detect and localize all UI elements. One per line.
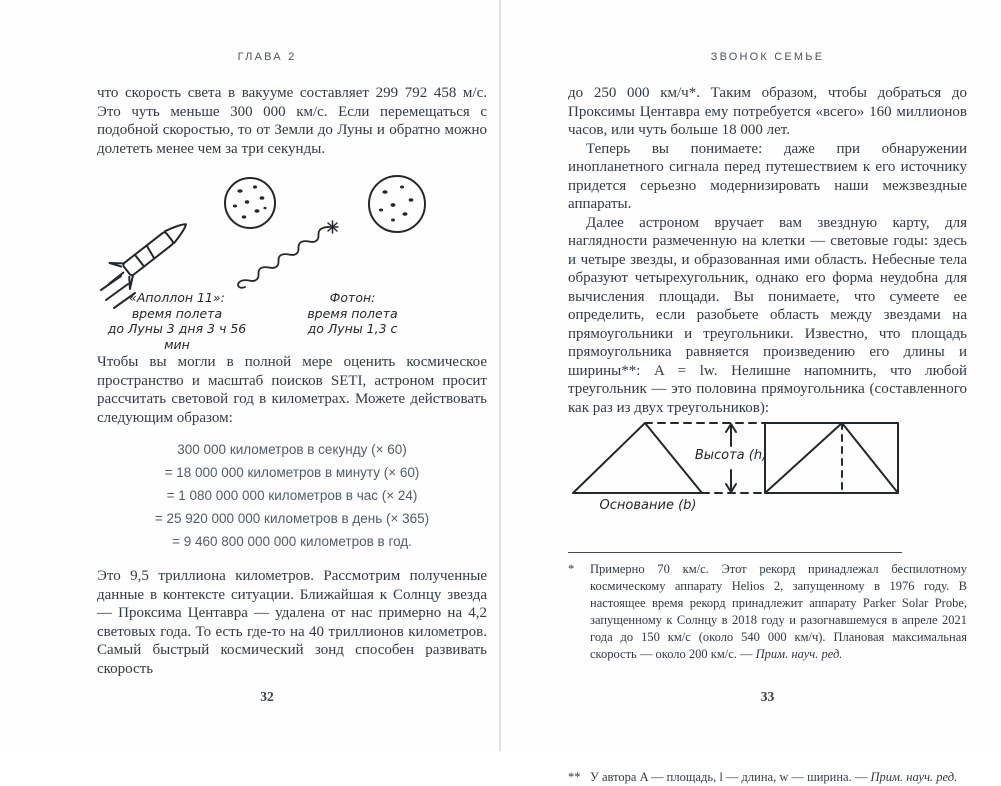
diagonal-left	[765, 423, 842, 493]
photon-squiggle-icon	[238, 221, 338, 288]
right-page-number: 33	[760, 689, 775, 704]
apollo-caption: «Аполлон 11»: время полета до Луны 3 дня 3 ч 56 мин	[107, 290, 247, 352]
right-paragraph-3: Далее астроном вручает вам звездную карту, для наглядности размеченную на клетки — световые годы: здесь и четыре звезды, и образованная ими область. Небесные тела образуют четырехугольник, однако его форма неудобна для вычисления площади. Вы понимаете, что сумеете ее определить, если разобьете область между звездами на прямоугольники и треугольники. Известно, что площадь прямоугольника равняется произведению его длины и ширины**: A = lw. Нелишне напомнить, что любой треугольник — это половина прямоугольника (составленного как раз из двух треугольников):	[568, 214, 967, 416]
moon-icon-1	[225, 178, 275, 228]
diagonal-right	[842, 423, 898, 493]
light-year-calculation	[97, 438, 487, 553]
footnote-marker: **	[568, 770, 581, 784]
right-text-block	[568, 84, 967, 417]
left-page-number: 32	[260, 689, 274, 704]
photon-caption: Фотон: время полета до Луны 1,3 с	[307, 290, 398, 336]
calc-line: = 25 920 000 000 километров в день (× 365)	[154, 511, 430, 526]
moon-travel-illustration	[97, 170, 489, 350]
footnote-rule	[568, 552, 902, 553]
triangle-shape	[573, 423, 702, 493]
footnote-text: У автора A — площадь, l — длина, w — ширина. — Прим. науч. ред.	[590, 770, 958, 784]
page-spine-divider	[499, 0, 501, 751]
sparkle-icon	[327, 221, 338, 233]
height-label: Высота (h)	[694, 448, 768, 463]
footnote-marker: *	[568, 562, 575, 576]
left-paragraph-1: что скорость света в вакууме составляет 299 792 458 м/с. Это чуть меньше 300 000 км/с. Если перемещаться с подобной скоростью, то от Земли до Луны и обратно можно долететь менее чем за три секунды.	[97, 85, 487, 157]
footnote-2	[568, 769, 967, 786]
footnote-1	[568, 561, 967, 663]
moon-icon-2	[369, 176, 425, 232]
footnote-text: Примерно 70 км/с. Этот рекорд принадлежал беспилотному космическому аппарату Helios 2, запущенному в 1976 году. В настоящее время рекорд принадлежит аппарату Parker Solar Probe, запущенному к Солнцу в 2018 году и разогнавшемуся в апреле 2021 года до 150 км/с (около 540 000 км/ч). Плановая максимальная скорость — около 200 км/с. — Прим. науч. ред.	[590, 562, 967, 661]
rocket-icon	[99, 211, 196, 297]
right-running-header: ЗВОНОК СЕМЬЕ	[710, 51, 825, 63]
left-paragraph-2: Чтобы вы могли в полной мере оценить космическое пространство и масштаб поисков SETI, астроном просит рассчитать световой год в километрах. Можете действовать следующим образом:	[97, 354, 487, 426]
left-paragraph-3: Это 9,5 триллиона километров. Рассмотрим полученные данные в контексте ситуации. Ближайшая к Солнцу звезда — Проксима Центавра — удалена от нас примерно на 4,2 световых года. То есть где-то на 40 триллионов километров. Самый быстрый космический зонд способен развивать скорость	[97, 568, 487, 677]
calc-line: = 1 080 000 000 километров в час (× 24)	[166, 488, 418, 503]
right-paragraph-1: до 250 000 км/ч*. Таким образом, чтобы добраться до Проксимы Центавра ему потребуется «всего» 160 миллионов часов, или чуть больше 18 000 лет.	[568, 85, 967, 138]
calc-line: = 9 460 800 000 000 километров в год.	[172, 534, 412, 549]
left-running-header: ГЛАВА 2	[237, 51, 297, 63]
base-label: Основание (b)	[599, 498, 697, 513]
calc-line: = 18 000 000 километров в минуту (× 60)	[164, 465, 420, 480]
footnote-editor-note: Прим. науч. ред.	[870, 770, 958, 784]
triangle-rectangle-diagram	[568, 412, 967, 520]
footnote-editor-note: Прим. науч. ред.	[755, 647, 843, 661]
calc-line: 300 000 километров в секунду (× 60)	[177, 442, 407, 457]
right-paragraph-2: Теперь вы понимаете: даже при обнаружении инопланетного сигнала перед путешествием к его источнику придется серьезно модернизировать наши межзвездные аппараты.	[568, 140, 967, 212]
